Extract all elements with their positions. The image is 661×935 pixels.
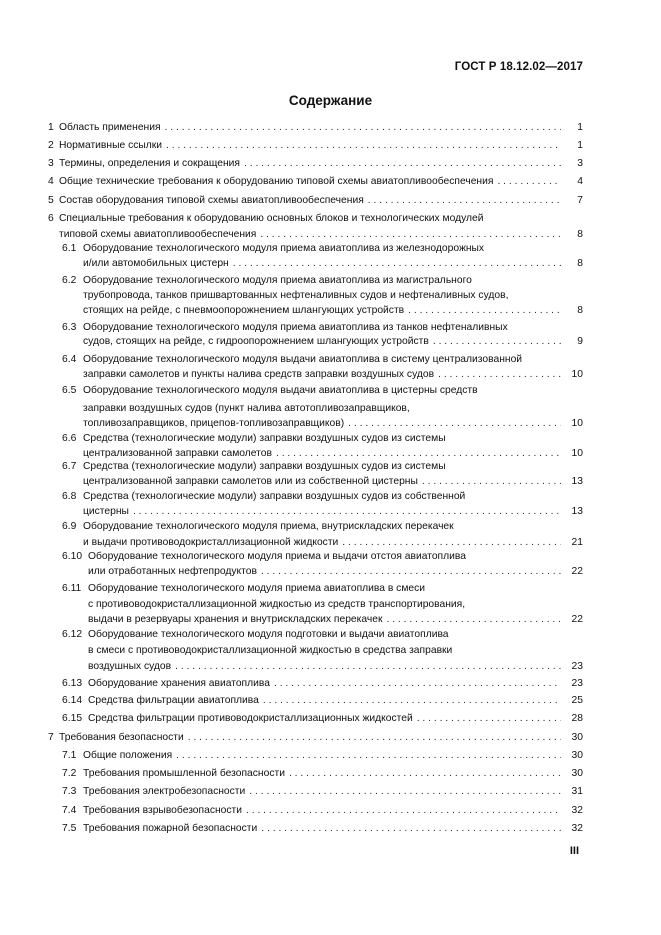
toc-entry-title: и/или автомобильных цистерн xyxy=(83,258,229,269)
toc-page-number: 22 xyxy=(571,566,583,577)
dot-leader xyxy=(175,659,561,675)
dot-leader xyxy=(133,504,561,520)
toc-entry-line xyxy=(0,334,661,350)
toc-entry-title: Средства (технологические модули) заправки воздушных судов из системы xyxy=(83,433,446,444)
toc-page-number: 9 xyxy=(577,336,583,347)
toc-entry-line xyxy=(0,431,661,447)
toc-entry-title: типовой схемы авиатопливообеспечения xyxy=(59,229,257,240)
dot-leader xyxy=(417,711,561,727)
toc-entry-line xyxy=(0,256,661,272)
toc-entry-title: Оборудование технологического модуля выдачи авиатоплива в цистерны средств xyxy=(83,385,478,396)
toc-entry-number: 6.6 xyxy=(62,433,77,444)
toc-page-number: 10 xyxy=(571,418,583,429)
toc-entry-number: 7 xyxy=(48,732,54,743)
dot-leader xyxy=(249,784,561,800)
toc-entry-title: Общие положения xyxy=(83,750,173,761)
toc-entry-line xyxy=(0,459,661,475)
toc-entry-number: 6.14 xyxy=(62,695,83,706)
toc-entry-title: заправки самолетов и пункты налива средств заправки воздушных судов xyxy=(83,369,435,380)
toc-entry-line xyxy=(0,474,661,490)
toc-entry-number: 7.2 xyxy=(62,768,77,779)
toc-entry-line xyxy=(0,273,661,289)
toc-entry-number: 7.5 xyxy=(62,823,77,834)
toc-entry-title: Область применения xyxy=(59,122,161,133)
toc-entry-title: судов, стоящих на рейде, с гидроопорожнением шлангующих устройств xyxy=(83,336,429,347)
toc-page-number: 32 xyxy=(571,805,583,816)
page-number-roman: III xyxy=(569,845,579,857)
toc-entry-title: Общие технические требования к оборудованию типовой схемы авиатопливообеспечения xyxy=(59,176,494,187)
toc-entry-number: 6.4 xyxy=(62,354,77,365)
toc-entry-line xyxy=(0,597,661,613)
toc-entry-number: 3 xyxy=(48,158,54,169)
toc-page-number: 13 xyxy=(571,506,583,517)
toc-entry-line xyxy=(0,156,661,172)
toc-entry-title: Оборудование технологического модуля приема авиатоплива из магистрального xyxy=(83,275,472,286)
toc-entry-number: 7.3 xyxy=(62,786,77,797)
dot-leader xyxy=(438,367,561,383)
toc-entry-line xyxy=(0,489,661,505)
toc-entry-line xyxy=(0,174,661,190)
toc-entry-line xyxy=(0,730,661,746)
toc-entry-line xyxy=(0,711,661,727)
toc-entry-number: 6.3 xyxy=(62,322,77,333)
toc-entry-title: Требования промышленной безопасности xyxy=(83,768,285,779)
toc-entry-number: 6.1 xyxy=(62,243,77,254)
toc-page-number: 10 xyxy=(571,448,583,459)
toc-page-number: 8 xyxy=(577,305,583,316)
toc-entry-title: Требования электробезопасности xyxy=(83,786,246,797)
toc-page-number: 4 xyxy=(577,176,583,187)
toc-page-number: 1 xyxy=(577,122,583,133)
dot-leader xyxy=(176,748,561,764)
toc-entry-number: 2 xyxy=(48,140,54,151)
toc-entry-line xyxy=(0,784,661,800)
dot-leader xyxy=(408,303,561,319)
toc-entry-line xyxy=(0,519,661,535)
toc-entry-number: 6.12 xyxy=(62,629,83,640)
dot-leader xyxy=(246,803,561,819)
toc-entry-title: Специальные требования к оборудованию основных блоков и технологических модулей xyxy=(59,213,484,224)
toc-entry-title: Средства фильтрации противоводокристаллизационных жидкостей xyxy=(88,713,413,724)
toc-entry-title: Требования взрывобезопасности xyxy=(83,805,243,816)
toc-entry-title: Оборудование технологического модуля приема и выдачи отстоя авиатоплива xyxy=(88,551,466,562)
dot-leader xyxy=(261,821,561,837)
toc-entry-line xyxy=(0,643,661,659)
toc-entry-number: 6.2 xyxy=(62,275,77,286)
toc-entry-line xyxy=(0,241,661,257)
toc-entry-line xyxy=(0,211,661,227)
toc-entry-line xyxy=(0,138,661,154)
toc-entry-title: Оборудование технологического модуля приема, внутрискладских перекачек xyxy=(83,521,454,532)
document-code-header: ГОСТ Р 18.12.02—2017 xyxy=(454,61,583,73)
toc-page-number: 8 xyxy=(577,229,583,240)
toc-entry-number: 6.11 xyxy=(62,583,82,594)
toc-entry-line xyxy=(0,303,661,319)
toc-page-number: 23 xyxy=(571,678,583,689)
toc-entry-number: 7.4 xyxy=(62,805,77,816)
toc-entry-number: 6.9 xyxy=(62,521,77,532)
toc-entry-title: воздушных судов xyxy=(88,661,172,672)
toc-entry-title: стоящих на рейде, с пневмоопорожнением шлангующих устройств xyxy=(83,305,405,316)
toc-entry-title: и выдачи противоводокристаллизационной жидкости xyxy=(83,537,339,548)
toc-page-number: 30 xyxy=(571,732,583,743)
toc-page-number: 31 xyxy=(571,786,583,797)
dot-leader xyxy=(348,416,561,432)
toc-page-number: 21 xyxy=(571,537,583,548)
toc-entry-title: Оборудование технологического модуля подготовки и выдачи авиатоплива xyxy=(88,629,449,640)
toc-page-number: 28 xyxy=(571,713,583,724)
toc-entry-title: Состав оборудования типовой схемы авиатопливообеспечения xyxy=(59,195,364,206)
toc-entry-number: 6.10 xyxy=(62,551,83,562)
toc-entry-number: 6.13 xyxy=(62,678,83,689)
toc-page-number: 30 xyxy=(571,768,583,779)
dot-leader xyxy=(263,693,561,709)
toc-page-number: 3 xyxy=(577,158,583,169)
toc-entry-number: 6.15 xyxy=(62,713,83,724)
toc-entry-line xyxy=(0,288,661,304)
toc-entry-line xyxy=(0,627,661,643)
toc-entry-line xyxy=(0,766,661,782)
dot-leader xyxy=(165,120,561,136)
toc-entry-number: 5 xyxy=(48,195,54,206)
toc-entry-title: централизованной заправки самолетов xyxy=(83,448,272,459)
toc-entry-title: Оборудование технологического модуля приема авиатоплива в смеси xyxy=(88,583,426,594)
toc-page-number: 10 xyxy=(571,369,583,380)
toc-entry-title: централизованной заправки самолетов или из собственной цистерны xyxy=(83,476,418,487)
dot-leader xyxy=(368,193,561,209)
toc-entry-line xyxy=(0,416,661,432)
toc-entry-number: 6.5 xyxy=(62,385,77,396)
toc-entry-line xyxy=(0,693,661,709)
toc-entry-title: или отработанных нефтепродуктов xyxy=(88,566,257,577)
toc-entry-line xyxy=(0,581,661,597)
toc-entry-line xyxy=(0,367,661,383)
toc-entry-line xyxy=(0,821,661,837)
toc-entry-title: Средства (технологические модули) заправки воздушных судов из собственной xyxy=(83,491,466,502)
dot-leader xyxy=(386,612,561,628)
toc-entry-title: выдачи в резервуары хранения и внутрискладских перекачек xyxy=(88,614,383,625)
toc-entry-line xyxy=(0,612,661,628)
toc-entry-line xyxy=(0,659,661,675)
toc-entry-title: Средства (технологические модули) заправки воздушных судов из системы xyxy=(83,461,446,472)
toc-entry-line xyxy=(0,401,661,417)
toc-page-number: 1 xyxy=(577,140,583,151)
toc-entry-number: 6.7 xyxy=(62,461,77,472)
toc-entry-number: 6 xyxy=(48,213,54,224)
toc-entry-line xyxy=(0,504,661,520)
dot-leader xyxy=(244,156,561,172)
toc-entry-title: Требования безопасности xyxy=(59,732,184,743)
toc-entry-title: Нормативные ссылки xyxy=(59,140,163,151)
dot-leader xyxy=(289,766,561,782)
toc-page-number: 32 xyxy=(571,823,583,834)
dot-leader xyxy=(433,334,561,350)
toc-page-number: 7 xyxy=(577,195,583,206)
toc-page-number: 25 xyxy=(571,695,583,706)
toc-entry-title: топливозаправщиков, прицепов-топливозаправщиков) xyxy=(83,418,345,429)
toc-entry-title: цистерны xyxy=(83,506,129,517)
toc-entry-line xyxy=(0,803,661,819)
toc-entry-line xyxy=(0,676,661,692)
dot-leader xyxy=(166,138,561,154)
toc-page-number: 8 xyxy=(577,258,583,269)
dot-leader xyxy=(274,676,561,692)
page-title: Содержание xyxy=(288,93,373,108)
toc-page-number: 13 xyxy=(571,476,583,487)
toc-entry-title: Оборудование технологического модуля приема авиатоплива из железнодорожных xyxy=(83,243,485,254)
toc-entry-title: Оборудование хранения авиатоплива xyxy=(88,678,270,689)
toc-entry-line xyxy=(0,549,661,565)
toc-entry-title: трубопровода, танков пришвартованных нефтеналивных судов и нефтеналивных судов, xyxy=(83,290,509,301)
toc-entry-line xyxy=(0,120,661,136)
toc-entry-line xyxy=(0,564,661,580)
dot-leader xyxy=(497,174,561,190)
toc-entry-title: Термины, определения и сокращения xyxy=(59,158,240,169)
toc-entry-number: 6.8 xyxy=(62,491,77,502)
toc-entry-number: 1 xyxy=(48,122,54,133)
toc-page-number: 23 xyxy=(571,661,583,672)
toc-entry-title: с противоводокристаллизационной жидкостью из средств транспортирования, xyxy=(88,599,466,610)
toc-page-number: 22 xyxy=(571,614,583,625)
toc-entry-line xyxy=(0,748,661,764)
toc-entry-title: Оборудование технологического модуля выдачи авиатоплива в систему централизованной xyxy=(83,354,523,365)
toc-entry-line xyxy=(0,383,661,399)
toc-entry-number: 7.1 xyxy=(62,750,77,761)
toc-entry-line xyxy=(0,193,661,209)
toc-entry-line xyxy=(0,352,661,368)
toc-entry-title: Требования пожарной безопасности xyxy=(83,823,258,834)
dot-leader xyxy=(233,256,561,272)
toc-entry-title: заправки воздушных судов (пункт налива автотопливозаправщиков, xyxy=(83,403,410,414)
toc-entry-title: Оборудование технологического модуля приема авиатоплива из танков нефтеналивных xyxy=(83,322,508,333)
toc-entry-title: в смеси с противоводокристаллизационной жидкостью в средства заправки xyxy=(88,645,453,656)
toc-entry-number: 4 xyxy=(48,176,54,187)
dot-leader xyxy=(261,564,561,580)
toc-page-number: 30 xyxy=(571,750,583,761)
dot-leader xyxy=(422,474,561,490)
dot-leader xyxy=(188,730,561,746)
toc-entry-title: Средства фильтрации авиатоплива xyxy=(88,695,259,706)
